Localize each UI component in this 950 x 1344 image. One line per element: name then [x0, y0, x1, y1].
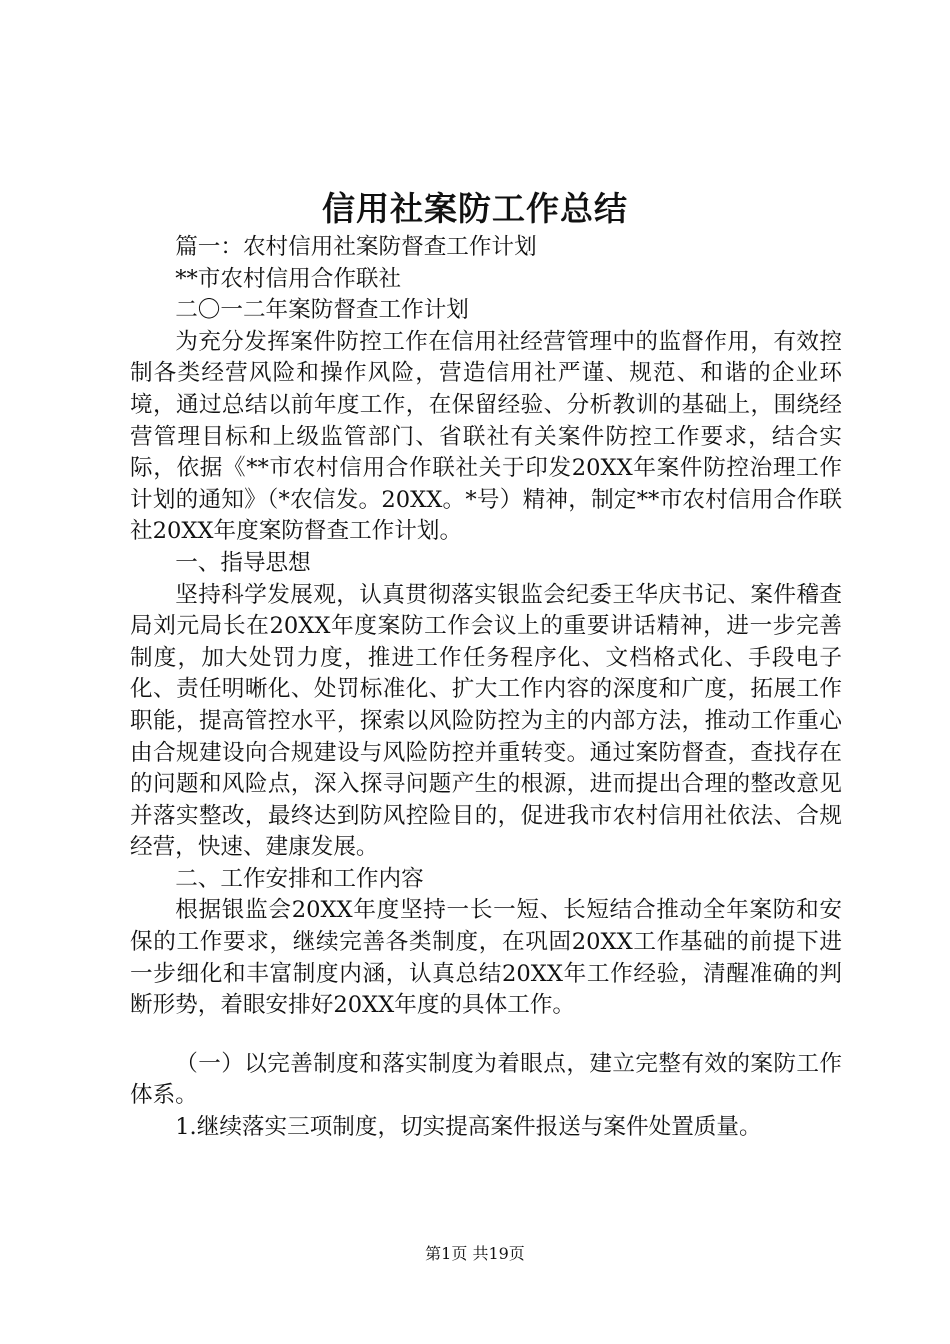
- subsection-heading-system: （一）以完善制度和落实制度为着眼点，建立完整有效的案防工作体系。: [130, 1050, 842, 1109]
- section-heading-work-arrangement: 二、工作安排和工作内容: [175, 865, 424, 892]
- document-title: 信用社案防工作总结: [322, 189, 628, 228]
- section-heading-guiding-ideology: 一、指导思想: [175, 549, 311, 576]
- paragraph-plan-title: 二〇一二年案防督查工作计划: [175, 297, 469, 324]
- list-item-1: 1.继续落实三项制度，切实提高案件报送与案件处置质量。: [175, 1114, 762, 1141]
- paragraph-introduction: 为充分发挥案件防控工作在信用社经营管理中的监督作用，有效控制各类经营风险和操作风险，营造信用社严谨、规范、和谐的企业环境，通过总结以前年度工作，在保留经验、分析教训的基础上，围绕经营管理目标和上级监管部门、省联社有关案件防控工作要求，结合实际，依据《**市农村信用合作联社关于印发20XX年案件防控治理工作计划的通知》（*农信发。20XX。*号）精神，制定**市农村信用合作联社20XX年度案防督查工作计划。: [130, 328, 842, 545]
- paragraph-guiding-ideology: 坚持科学发展观，认真贯彻落实银监会纪委王华庆书记、案件稽查局刘元局长在20XX年度案防工作会议上的重要讲话精神，进一步完善制度，加大处罚力度，推进工作任务程序化、文档格式化、手段电子化、责任明晰化、处罚标准化、扩大工作内容的深度和广度，拓展工作职能，提高管控水平，探索以风险防控为主的内部方法，推动工作重心由合规建设向合规建设与风险防控并重转变。通过案防督查，查找存在的问题和风险点，深入探寻问题产生的根源，进而提出合理的整改意见并落实整改，最终达到防风控险目的，促进我市农村信用社依法、合规经营，快速、建康发展。: [130, 581, 842, 861]
- document-body: [130, 232, 842, 1144]
- paragraph-organization: **市农村信用合作联社: [175, 265, 402, 292]
- paragraph-work-arrangement: 根据银监会20XX年度坚持一长一短、长短结合推动全年案防和安保的工作要求，继续完善各类制度，在巩固20XX工作基础的前提下进一步细化和丰富制度内涵，认真总结20XX年工作经验，清醒准确的判断形势，着眼安排好20XX年度的具体工作。: [130, 897, 842, 1019]
- page-number: 第1页 共19页: [425, 1244, 525, 1263]
- paragraph-subtitle: 篇一：农村信用社案防督查工作计划: [175, 234, 537, 260]
